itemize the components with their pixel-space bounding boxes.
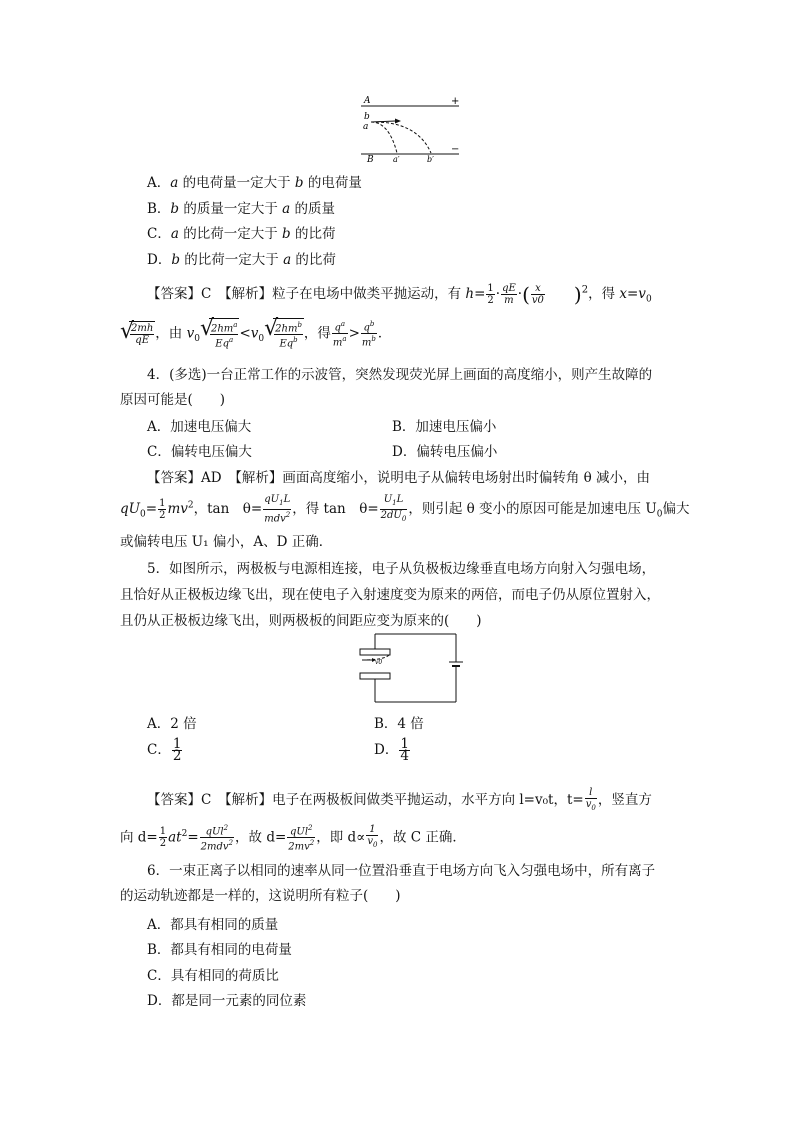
q5-answer-line1: 【答案】C 【解析】电子在两极板间做类平抛运动，水平方向 l=v₀t，t= $\frac{l}{v_0}$ ，竖直方	[147, 787, 652, 812]
q3-option-c[interactable]: C．a 的比荷一定大于 b 的比荷	[147, 226, 336, 242]
q4-answer-line3: 或偏转电压 U₁ 偏小，A、D 正确．	[120, 534, 333, 550]
label-B: B	[367, 155, 374, 164]
q6-option-d[interactable]: D．都是同一元素的同位素	[147, 993, 307, 1009]
q3-answer-line2: √ $\frac{2mh}{qE}$ ，由 $v_0$ √ $\frac{2hm^a}{Eq^a}$ $<v_0$ √ $\frac{2hm^b}{Eq^b}$ ，得 $\frac{q^a}{m^a}$ > $\frac{q^b}{m^b}$ ．	[120, 316, 392, 350]
deflection-figure	[355, 92, 465, 164]
label-v0: v0	[375, 659, 383, 666]
label-b-prime: b′	[427, 155, 434, 164]
label-b: b	[364, 112, 370, 122]
q6-option-c[interactable]: C．具有相同的荷质比	[147, 968, 279, 984]
q4-option-c[interactable]: C．偏转电压偏大	[147, 444, 252, 460]
q5-stem-line2: 且恰好从正极板边缘飞出，现在使电子入射速度变为原来的两倍，而电子仍从原位置射入，	[120, 587, 660, 603]
label-plus: +	[451, 96, 460, 107]
label-minus: −	[451, 144, 460, 155]
q4-option-b[interactable]: B．加速电压偏小	[392, 419, 497, 435]
label-a-prime: a′	[393, 155, 400, 164]
q4-option-a[interactable]: A．加速电压偏大	[147, 419, 252, 435]
label-A: A	[364, 96, 371, 106]
q4-answer-line2: $qU_0=$ $\frac{1}{2}$ $mv^2$，tan θ= $\frac{qU_1L}{mdv^2}$ ，得 tan θ= $\frac{U_1L}{2dU_0}$ ，则引起 θ 变小的原因可能是加速电压 $U_0$偏大	[120, 494, 690, 525]
q5-option-d[interactable]: D． $\frac{1}{4}$	[374, 736, 409, 764]
label-a: a	[363, 122, 369, 132]
q4-option-d[interactable]: D．偏转电压偏小	[392, 444, 498, 460]
q5-stem-line3: 且仍从正极板边缘飞出，则两极板的间距应变为原来的( )	[120, 613, 482, 629]
q4-stem-line1: 4．(多选)一台正常工作的示波管，突然发现荧光屏上画面的高度缩小，则产生故障的	[147, 367, 653, 383]
q3-option-a[interactable]: A．a 的电荷量一定大于 b 的电荷量	[147, 175, 362, 191]
q6-option-b[interactable]: B．都具有相同的电荷量	[147, 942, 292, 958]
q5-option-b[interactable]: B．4 倍	[374, 716, 424, 732]
q3-option-b[interactable]: B．b 的质量一定大于 a 的质量	[147, 201, 336, 217]
q6-stem-line2: 的运动轨迹都是一样的，这说明所有粒子( )	[120, 888, 401, 904]
q5-stem-line1: 5．如图所示，两极板与电源相连接，电子从负极板边缘垂直电场方向射入匀强电场，	[147, 561, 656, 577]
q4-stem-line2: 原因可能是( )	[120, 392, 226, 408]
q3-option-d[interactable]: D．b 的比荷一定大于 a 的比荷	[147, 252, 336, 268]
q5-option-a[interactable]: A．2 倍	[147, 716, 197, 732]
q3-answer-line1: 【答案】C 【解析】粒子在电场中做类平抛运动，有 h= $\frac{1}{2}$ · $\frac{qE}{m}$ ·( $\frac{x}{v0}$ )$^2$，得 $x=v_0$	[147, 282, 652, 307]
q5-option-c[interactable]: C． $\frac{1}{2}$	[147, 736, 182, 764]
q5-answer-line2: 向 d= $\frac{1}{2}$ $at^2=$ $\frac{qUl^2}{2mdv^2}$ ，故 d= $\frac{qUl^2}{2mv^2}$ ，即 d∝ $\frac{1}{v_0}$ ，故 C 正确．	[120, 824, 466, 853]
capacitor-circuit-figure	[352, 632, 464, 706]
q6-option-a[interactable]: A．都具有相同的质量	[147, 917, 279, 933]
q4-answer-line1: 【答案】AD 【解析】画面高度缩小，说明电子从偏转电场射出时偏转角 θ 减小，由	[147, 470, 651, 486]
q6-stem-line1: 6．一束正离子以相同的速率从同一位置沿垂直于电场方向飞入匀强电场中，所有离子	[147, 863, 656, 879]
